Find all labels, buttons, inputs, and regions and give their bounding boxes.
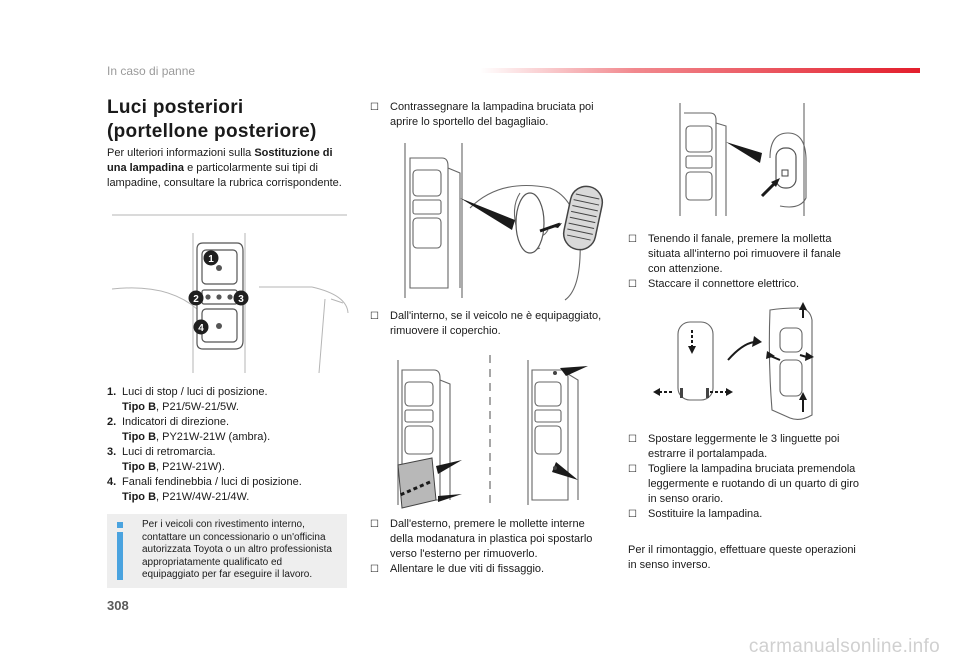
checkbox-icon: ☐ [628, 509, 637, 520]
checkbox-icon: ☐ [628, 234, 637, 245]
page-number: 308 [107, 598, 129, 613]
bulb-label-3: 3 [238, 294, 244, 305]
bulb-label-2: 2 [193, 294, 199, 305]
step-1 [370, 100, 610, 130]
intro-text-bold: Sostituzione di una lampadina [107, 147, 333, 174]
footer-watermark: carmanualsonline.info [748, 636, 940, 657]
lamp-holder-figure [650, 300, 850, 425]
info-box [107, 514, 347, 588]
checkbox-icon: ☐ [628, 434, 637, 445]
step-3 [370, 517, 610, 577]
step-text: Contrassegnare la lampadina bruciata poi aprire lo sportello del bagagliaio. [390, 101, 594, 128]
info-icon [115, 522, 125, 580]
step-text: Staccare il connettore elettrico. [648, 278, 800, 290]
step-text: Allentare le due viti di fissaggio. [390, 563, 545, 575]
cover-clips-figure [390, 350, 610, 510]
title-line-2: (portellone posteriore) [107, 121, 317, 142]
legend-item: 2. Indicatori di direzione. Tipo B, PY21W-21W (ambra). [107, 416, 271, 443]
info-text: Per i veicoli con rivestimento interno, contattare un concessionario o un'officina autorizzata Toyota o un altro professionista appropriatamente qualificato ed equipaggiato per far eseguire il lavoro. [142, 519, 332, 580]
bulb-label-1: 1 [208, 254, 214, 265]
page-title [107, 96, 367, 144]
intro-text-2: e particolarmente sui tipi di lampadine, consultare la rubrica corrispondente. [107, 162, 342, 189]
open-flap-figure [400, 138, 605, 303]
step-text: Spostare leggermente le 3 linguette poi estrarre il portalampada. [648, 433, 840, 460]
checkbox-icon: ☐ [370, 564, 379, 575]
title-line-1: Luci posteriori [107, 97, 244, 118]
header-rule [480, 68, 920, 73]
step-4 [628, 232, 858, 292]
legend-item: 1. Luci di stop / luci di posizione. Tipo B, P21/5W-21/5W. [107, 386, 268, 413]
legend-item: 3. Luci di retromarcia. Tipo B, P21W-21W). [107, 446, 225, 473]
bulb-legend [107, 385, 352, 505]
checkbox-icon: ☐ [370, 311, 379, 322]
checkbox-icon: ☐ [628, 464, 637, 475]
remount-note: Per il rimontaggio, effettuare queste operazioni in senso inverso. [628, 544, 856, 571]
checkbox-icon: ☐ [370, 519, 379, 530]
step-text: Tenendo il fanale, premere la molletta situata all'interno poi rimuovere il fanale con attenzione. [648, 233, 841, 275]
intro-paragraph [107, 146, 347, 191]
chapter-title: In caso di panne [107, 64, 196, 78]
step-5 [628, 432, 860, 522]
step-text: Sostituire la lampadina. [648, 508, 763, 520]
checkbox-icon: ☐ [628, 279, 637, 290]
step-text: Dall'esterno, premere le mollette interne della modanatura in plastica poi spostarlo verso l'esterno per rimuoverlo. [390, 518, 593, 560]
step-text: Togliere la lampadina bruciata premendola leggermente e ruotando di un quarto di giro in senso orario. [648, 463, 859, 505]
lamp-removal-figure [670, 98, 850, 218]
step-2 [370, 309, 610, 339]
lamp-cluster-figure [107, 213, 352, 375]
intro-text-1: Per ulteriori informazioni sulla [107, 147, 255, 159]
step-text: Dall'interno, se il veicolo ne è equipaggiato, rimuovere il coperchio. [390, 310, 602, 337]
legend-item: 4. Fanali fendinebbia / luci di posizione. Tipo B, P21W/4W-21/4W. [107, 476, 302, 503]
checkbox-icon: ☐ [370, 102, 379, 113]
bulb-label-4: 4 [198, 323, 204, 334]
